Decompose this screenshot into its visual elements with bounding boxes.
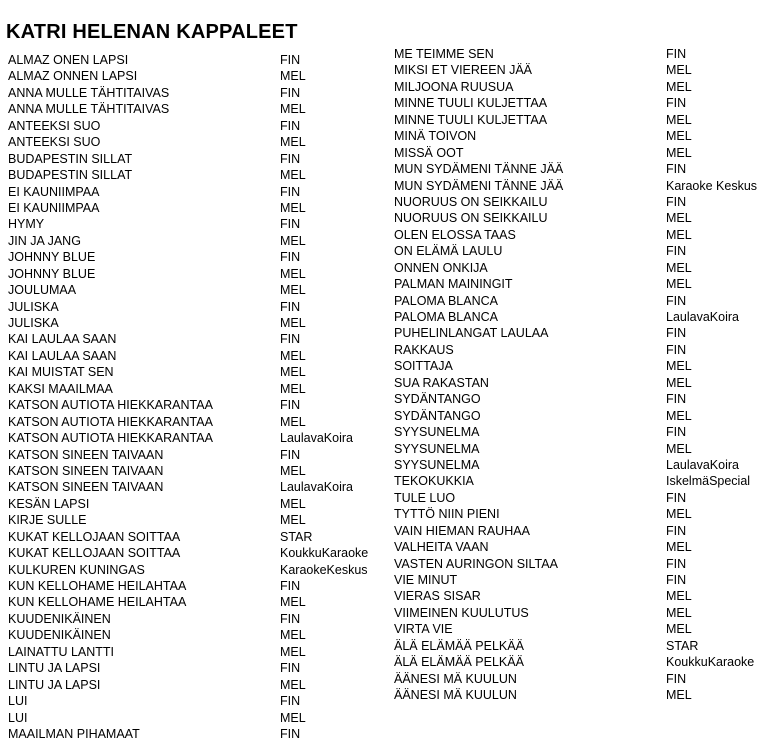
song-row [394,46,779,62]
song-title: LINTU JA LAPSI [8,661,101,676]
song-title: KUKAT KELLOJAAN SOITTAA [8,546,181,561]
song-title: KUN KELLOHAME HEILAHTAA [8,579,187,593]
song-source: MEL [280,365,306,380]
song-source: FIN [666,162,687,177]
song-source: FIN [280,85,301,100]
song-source: MEL [666,277,692,292]
song-title: SYYSUNELMA [394,441,480,456]
song-source: MEL [280,233,306,248]
song-source: FIN [666,47,687,61]
page-title: KATRI HELENAN KAPPALEET [6,21,298,43]
song-title: JIN JA JANG [8,233,81,248]
song-row [8,644,378,660]
song-source: FIN [280,332,301,347]
song-row [394,671,779,687]
song-row [394,161,779,177]
song-row [8,216,378,232]
song-row [394,572,779,588]
song-row [394,293,779,309]
song-title: EI KAUNIIMPAA [8,200,100,215]
song-row [8,85,378,101]
song-title: ÄÄNESI MÄ KUULUN [394,671,517,686]
song-source: MEL [666,79,692,94]
song-row [394,309,779,325]
song-row [8,134,378,150]
song-row [8,430,378,446]
song-title: RAKKAUS [394,342,454,357]
song-source: MEL [280,628,306,643]
song-row [394,325,779,341]
song-source: Karaoke Keskus [666,178,758,193]
song-row [8,479,378,495]
song-row [394,490,779,506]
song-source: FIN [666,490,687,505]
song-title: MUN SYDÄMENI TÄNNE JÄÄ [394,162,564,177]
song-row [8,118,378,134]
song-source: MEL [280,381,306,396]
song-title: PALOMA BLANCA [394,293,498,308]
song-title: KAI MUISTAT SEN [8,365,114,380]
song-row [394,210,779,226]
song-row [394,358,779,374]
song-source: FIN [280,250,301,265]
song-source: FIN [280,53,301,67]
song-title: KATSON SINEEN TAIVAAN [8,480,164,495]
song-source: LaulavaKoira [666,310,739,324]
song-title: ANNA MULLE TÄHTITAIVAS [8,102,170,117]
song-title: SUA RAKASTAN [394,375,489,390]
song-title: JULISKA [8,299,59,314]
song-row [394,638,779,654]
song-row [394,654,779,670]
song-row [8,348,378,364]
song-source: MEL [280,710,306,725]
song-source: FIN [280,398,301,413]
song-row [8,627,378,643]
song-title: VIERAS SISAR [394,589,481,604]
song-source: LaulavaKoira [280,431,353,446]
song-title: MILJOONA RUUSUA [394,79,514,94]
song-title: ÄÄNESI MÄ KUULUN [394,688,517,703]
song-row [8,529,378,545]
song-title: KATSON SINEEN TAIVAAN [8,447,164,462]
song-title: LAINATTU LANTTI [8,644,115,659]
song-row [8,167,378,183]
song-source: MEL [666,507,692,522]
song-row [394,128,779,144]
song-row [394,457,779,473]
song-row [8,331,378,347]
song-row [394,506,779,522]
song-source: FIN [666,326,687,341]
song-title: LINTU JA LAPSI [8,677,101,692]
song-source: FIN [666,671,687,686]
song-row [394,62,779,78]
song-title: NUORUUS ON SEIKKAILU [394,211,548,226]
song-title: MAAILMAN PIHAMAAT [8,726,140,741]
song-title: SYYSUNELMA [394,425,480,440]
song-title: PALMAN MAININGIT [394,277,513,292]
song-source: MEL [666,129,692,144]
song-row [8,315,378,331]
song-source: FIN [280,299,301,314]
song-title: VAIN HIEMAN RAUHAA [394,523,530,538]
song-title: NUORUUS ON SEIKKAILU [394,194,548,209]
song-row [8,233,378,249]
song-row [8,512,378,528]
song-title: BUDAPESTIN SILLAT [8,168,133,183]
song-row [394,621,779,637]
song-title: VASTEN AURINGON SILTAA [394,556,558,571]
song-title: VIIMEINEN KUULUTUS [394,605,529,620]
song-source: MEL [280,266,306,281]
song-title: ON ELÄMÄ LAULU [394,244,503,259]
song-list-left-column [8,52,378,742]
song-row [8,660,378,676]
song-row [394,342,779,358]
song-row [8,249,378,265]
song-row [8,364,378,380]
song-row [394,588,779,604]
song-title: ME TEIMME SEN [394,47,494,61]
song-title: KUKAT KELLOJAAN SOITTAA [8,529,181,544]
song-source: MEL [280,283,306,298]
song-title: KAI LAULAA SAAN [8,348,117,363]
song-source: FIN [666,425,687,440]
song-source: KoukkuKaraoke [666,655,755,670]
song-source: STAR [280,529,313,544]
song-source: LaulavaKoira [280,480,353,495]
song-row [394,375,779,391]
song-title: LUI [8,710,28,725]
song-title: KIRJE SULLE [8,513,87,528]
song-row [394,523,779,539]
song-title: EI KAUNIIMPAA [8,184,100,199]
song-title: KUUDENIKÄINEN [8,611,111,626]
song-title: KAKSI MAAILMAA [8,381,113,396]
song-title: PUHELINLANGAT LAULAA [394,326,549,341]
song-title: SYDÄNTANGO [394,392,481,407]
song-row [394,539,779,555]
song-row [8,52,378,68]
song-row [8,414,378,430]
song-source: FIN [666,523,687,538]
song-row [8,463,378,479]
song-title: ALMAZ ONEN LAPSI [8,53,129,67]
song-source: MEL [666,605,692,620]
song-source: MEL [666,441,692,456]
song-row [394,424,779,440]
song-source: MEL [666,540,692,555]
song-title: ANNA MULLE TÄHTITAIVAS [8,85,170,100]
song-source: FIN [280,661,301,676]
song-list-right-column [394,46,779,704]
song-source: MEL [280,677,306,692]
song-source: FIN [280,694,301,709]
song-title: KATSON AUTIOTA HIEKKARANTAA [8,398,213,413]
song-title: JULISKA [8,316,59,330]
song-title: TEKOKUKKIA [394,474,474,489]
song-source: FIN [280,184,301,199]
song-title: MINNE TUULI KULJETTAA [394,96,548,111]
song-title: KESÄN LAPSI [8,496,90,511]
song-title: KULKUREN KUNINGAS [8,562,145,577]
song-title: ÄLÄ ELÄMÄÄ PELKÄÄ [394,638,524,653]
song-source: MEL [666,260,692,275]
song-title: KATSON AUTIOTA HIEKKARANTAA [8,431,213,446]
song-title: BUDAPESTIN SILLAT [8,151,133,166]
song-row [8,611,378,627]
song-title: JOHNNY BLUE [8,266,96,281]
song-row [8,282,378,298]
song-title: VALHEITA VAAN [394,540,489,555]
song-row [394,473,779,489]
song-source: MEL [280,102,306,117]
song-row [394,243,779,259]
song-source: FIN [666,556,687,571]
song-row [8,726,378,742]
song-source: MEL [666,227,692,242]
song-source: MEL [666,622,692,637]
song-source: MEL [666,589,692,604]
song-source: FIN [666,244,687,259]
song-source: FIN [280,447,301,462]
song-source: MEL [280,316,306,330]
song-source: KoukkuKaraoke [280,546,369,561]
song-title: KATSON SINEEN TAIVAAN [8,463,164,478]
song-row [8,496,378,512]
song-title: HYMY [8,217,45,232]
song-title: PALOMA BLANCA [394,310,498,324]
song-source: MEL [666,688,692,703]
song-source: MEL [280,644,306,659]
song-source: FIN [666,293,687,308]
song-row [394,227,779,243]
song-title: TULE LUO [394,490,456,505]
song-source: STAR [666,638,699,653]
song-title: ÄLÄ ELÄMÄÄ PELKÄÄ [394,655,524,670]
song-title: ONNEN ONKIJA [394,260,488,275]
song-row [8,381,378,397]
song-title: ANTEEKSI SUO [8,135,101,150]
song-title: VIE MINUT [394,573,458,587]
song-title: MISSÄ OOT [394,145,464,160]
song-row [394,112,779,128]
song-row [394,145,779,161]
song-source: FIN [280,118,301,133]
song-title: ANTEEKSI SUO [8,118,101,133]
song-source: FIN [666,96,687,111]
song-row [394,178,779,194]
song-source: FIN [666,194,687,209]
song-source: MEL [666,408,692,423]
song-title: TYTTÖ NIIN PIENI [394,507,500,522]
song-row [8,562,378,578]
song-source: FIN [666,392,687,407]
song-title: ALMAZ ONNEN LAPSI [8,69,138,84]
song-source: MEL [280,463,306,478]
song-source: MEL [280,200,306,215]
song-row [8,151,378,167]
song-title: KAI LAULAA SAAN [8,332,117,347]
song-title: JOHNNY BLUE [8,250,96,265]
song-source: MEL [280,69,306,84]
song-row [394,556,779,572]
song-row [8,594,378,610]
song-row [8,578,378,594]
song-row [8,710,378,726]
song-row [8,184,378,200]
song-source: MEL [280,513,306,528]
song-title: SYDÄNTANGO [394,408,481,423]
song-source: MEL [666,359,692,374]
song-title: JOULUMAA [8,283,77,298]
song-row [394,687,779,703]
song-row [8,677,378,693]
song-row [394,276,779,292]
song-row [8,545,378,561]
song-title: LUI [8,694,28,709]
song-row [394,391,779,407]
song-title: KUN KELLOHAME HEILAHTAA [8,595,187,610]
song-source: FIN [280,726,301,741]
song-row [8,693,378,709]
song-title: KUUDENIKÄINEN [8,628,111,643]
song-source: MEL [666,145,692,160]
song-source: MEL [280,168,306,183]
song-source: MEL [280,414,306,429]
song-source: MEL [280,595,306,610]
song-title: MUN SYDÄMENI TÄNNE JÄÄ [394,178,564,193]
song-title: MINNE TUULI KULJETTAA [394,112,548,127]
song-title: OLEN ELOSSA TAAS [394,227,516,242]
song-source: IskelmäSpecial [666,474,751,489]
song-source: MEL [666,63,692,78]
song-row [394,441,779,457]
song-source: FIN [666,573,687,587]
song-source: FIN [280,217,301,232]
song-source: MEL [280,348,306,363]
song-title: VIRTA VIE [394,622,453,637]
song-source: MEL [666,211,692,226]
song-source: FIN [280,151,301,166]
song-row [8,447,378,463]
song-source: FIN [280,579,301,593]
song-title: SYYSUNELMA [394,457,480,472]
song-row [394,260,779,276]
song-source: FIN [280,611,301,626]
song-source: MEL [666,375,692,390]
song-row [394,79,779,95]
song-row [8,101,378,117]
song-source: MEL [666,112,692,127]
song-row [394,408,779,424]
song-row [8,397,378,413]
song-row [394,95,779,111]
song-source: KaraokeKeskus [280,562,368,577]
song-title: KATSON AUTIOTA HIEKKARANTAA [8,414,213,429]
song-row [394,605,779,621]
song-title: MIKSI ET VIEREEN JÄÄ [394,63,533,78]
song-row [8,299,378,315]
song-row [8,200,378,216]
song-source: FIN [666,342,687,357]
song-source: MEL [280,135,306,150]
song-title: MINÄ TOIVON [394,129,477,144]
song-source: MEL [280,496,306,511]
song-row [8,68,378,84]
song-title: SOITTAJA [394,359,453,374]
song-row [8,266,378,282]
song-row [394,194,779,210]
song-source: LaulavaKoira [666,457,739,472]
